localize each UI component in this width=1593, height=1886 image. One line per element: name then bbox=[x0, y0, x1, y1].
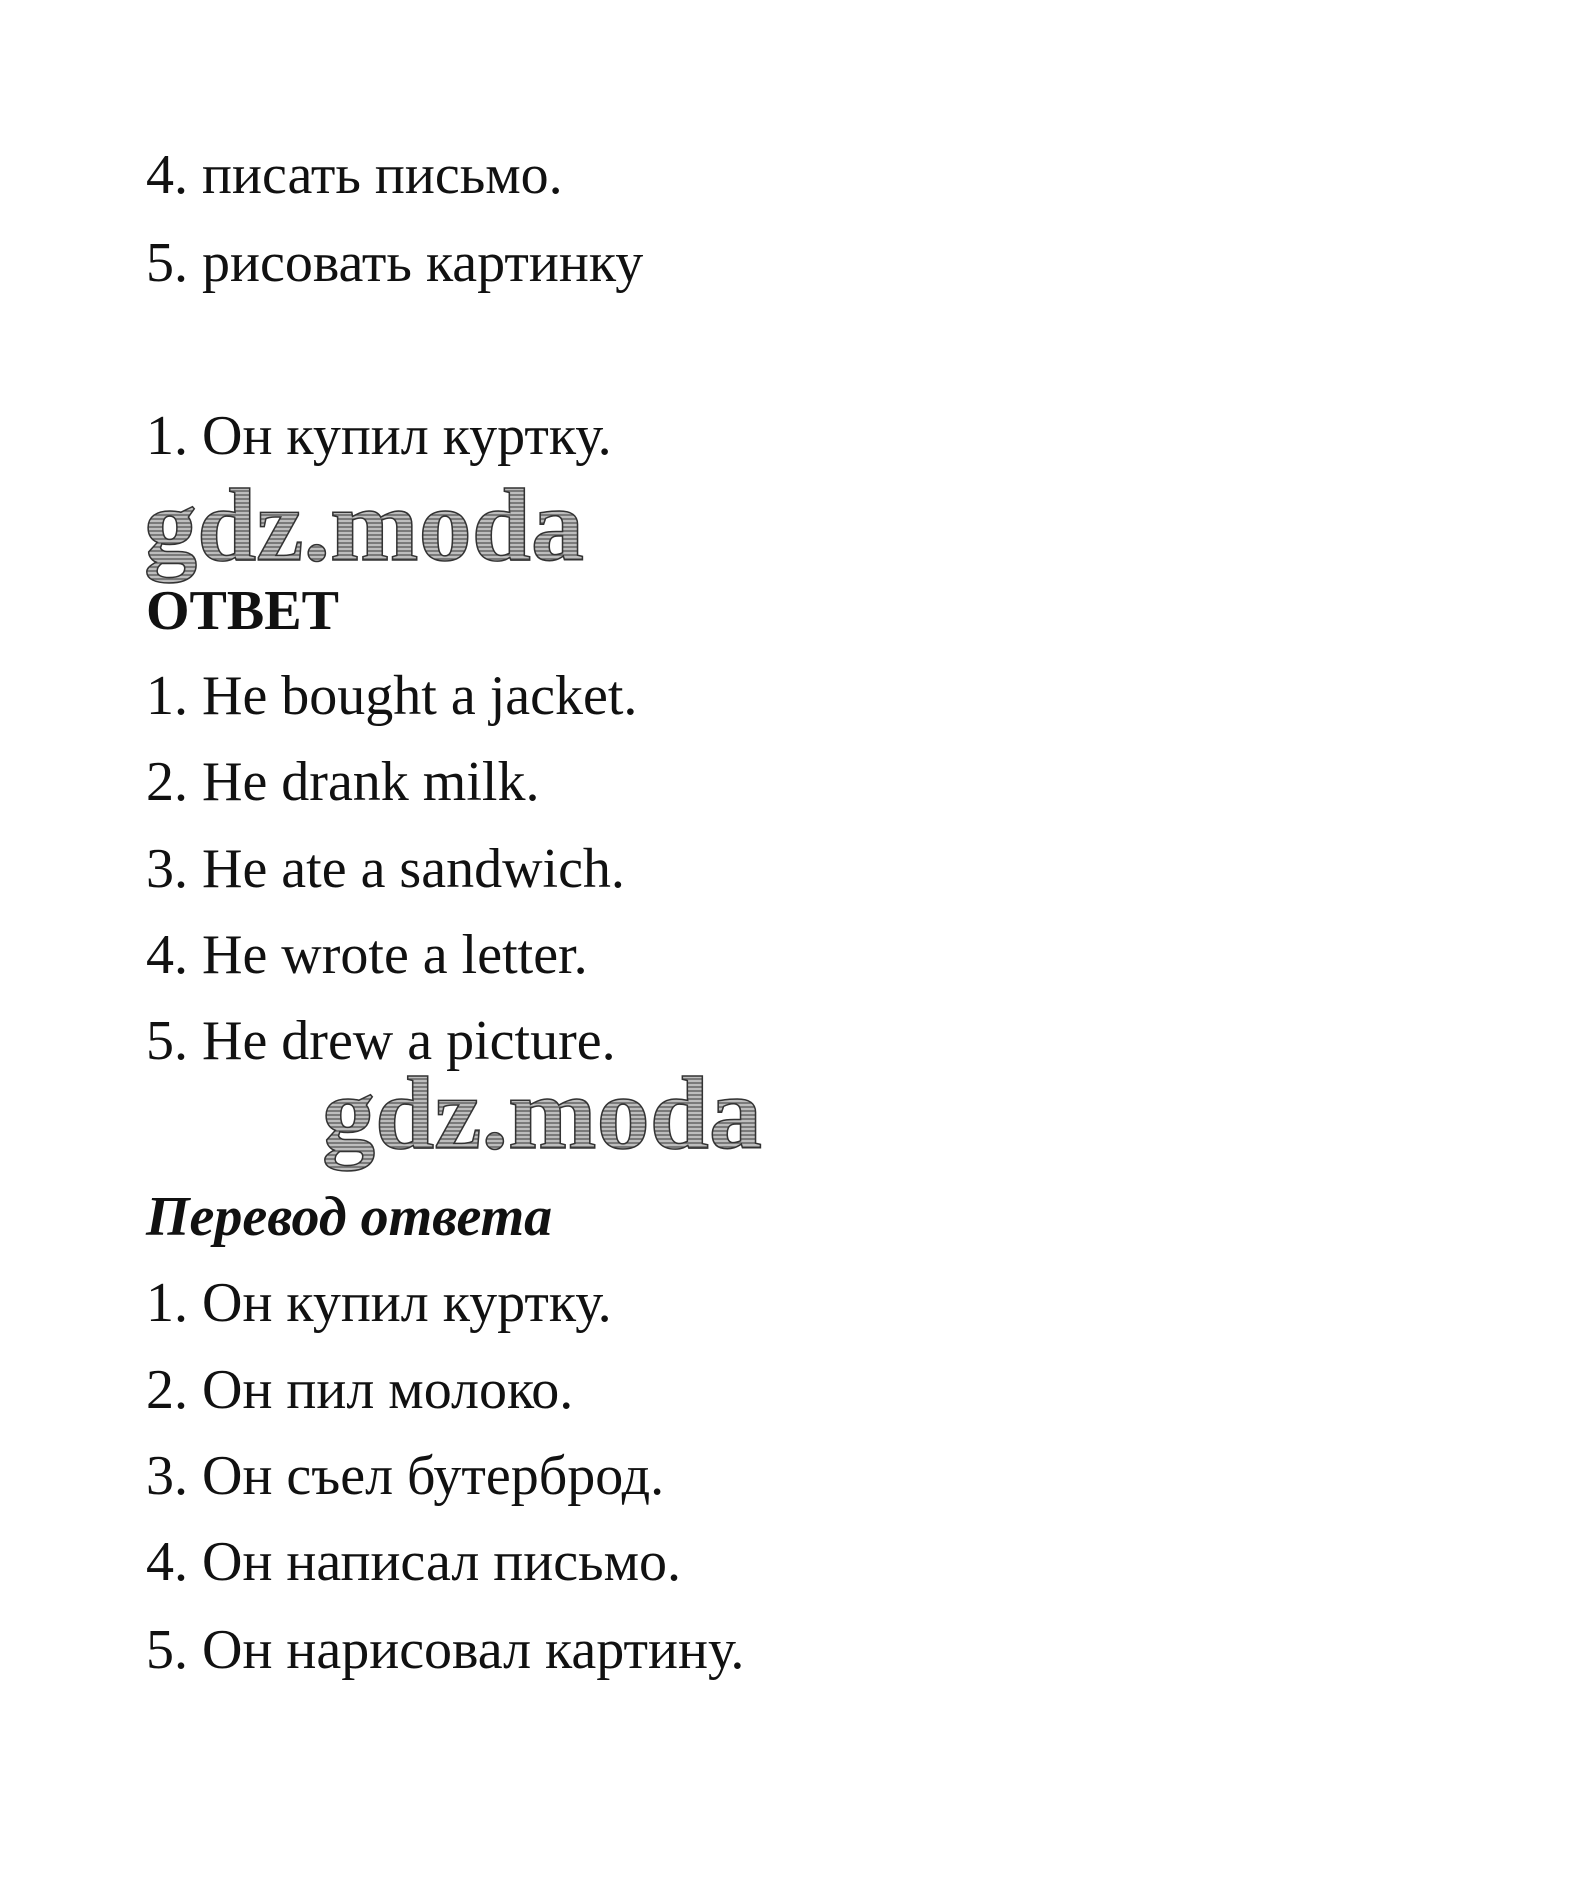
translation-line: 1. Он купил куртку. bbox=[146, 1272, 612, 1334]
answer-line: 3. He ate a sandwich. bbox=[146, 838, 625, 900]
watermark-logo bbox=[318, 1066, 778, 1176]
translation-line: 3. Он съел бутерброд. bbox=[146, 1445, 665, 1507]
svg-text:gdz.moda: gdz.moda bbox=[322, 1066, 762, 1171]
translation-line: 2. Он пил молоко. bbox=[146, 1359, 574, 1421]
answer-line: 4. He wrote a letter. bbox=[146, 924, 588, 986]
translation-heading: Перевод ответа bbox=[146, 1186, 553, 1248]
answer-heading: ОТВЕТ bbox=[146, 580, 339, 642]
answer-line: 5. He drew a picture. bbox=[146, 1010, 616, 1072]
question-line: 1. Он купил куртку. bbox=[146, 405, 612, 467]
translation-line: 5. Он нарисовал картину. bbox=[146, 1619, 745, 1681]
answer-line: 2. He drank milk. bbox=[146, 751, 540, 813]
answer-line: 1. He bought a jacket. bbox=[146, 665, 638, 727]
task-line-5: 5. рисовать картинку bbox=[146, 232, 644, 294]
task-line-4: 4. писать письмо. bbox=[146, 144, 563, 206]
translation-line: 4. Он написал письмо. bbox=[146, 1531, 682, 1593]
svg-text:gdz.moda: gdz.moda bbox=[144, 478, 584, 583]
watermark-logo bbox=[140, 478, 600, 588]
